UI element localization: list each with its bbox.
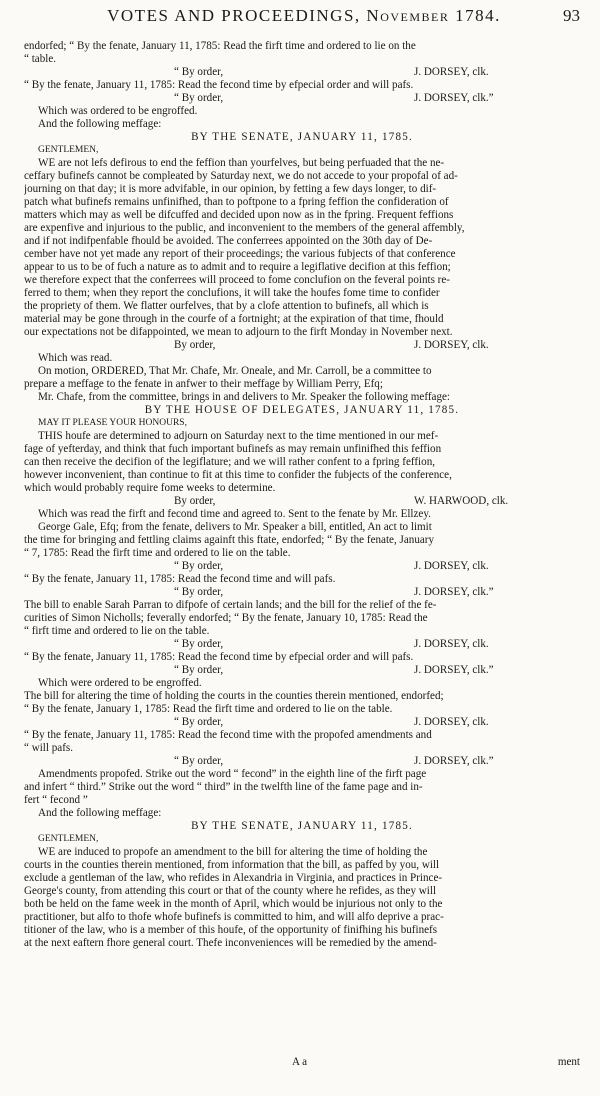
salutation: GENTLEMEN,	[38, 834, 99, 844]
text-line: the time for bringing and fettling claims againft this ftate, endorfed; “ By the fenate, January	[24, 534, 435, 546]
catchword: ment	[557, 1056, 580, 1068]
by-order-text: “ By order,	[174, 586, 224, 598]
text-line: patch what bufinefs remains unfinifhed, than to poftpone to a fpring feffion the confideration of	[24, 196, 449, 208]
signature-line	[24, 716, 580, 729]
text-line: “ will pafs.	[24, 742, 73, 754]
text-line: can then receive the decifion of the legiflature; and we will rather confent to a fpring feffion,	[24, 456, 436, 468]
paragraph-line: Mr. Chafe, from the committee, brings in and delivers to Mr. Speaker the following meffage:	[38, 391, 451, 403]
signature-line	[24, 92, 580, 105]
clerk-signature: J. DORSEY, clk.”	[414, 586, 494, 598]
text-line: courts in the counties therein mentioned, from information that the bill, as paffed by you, will	[24, 859, 440, 871]
clerk-signature: J. DORSEY, clk.”	[414, 664, 494, 676]
clerk-signature: J. DORSEY, clk.”	[414, 92, 494, 104]
text-line: fage of yefterday, and think that fuch important bufinefs as may remain unfinifhed this feffion	[24, 443, 442, 455]
salutation: MAY IT PLEASE YOUR HONOURS,	[38, 418, 187, 428]
clerk-signature: J. DORSEY, clk.	[414, 339, 489, 351]
text-line: The bill for altering the time of holding the courts in the counties therein mentioned, endorfed;	[24, 690, 444, 702]
message-heading: BY THE SENATE, JANUARY 11, 1785.	[191, 131, 413, 143]
signature-line	[24, 339, 580, 352]
text-line: exclude a gentleman of the law, who refides in Alexandria in Virginia, and practices in Prince-	[24, 872, 443, 884]
paragraph-line: And the following meffage:	[38, 118, 162, 130]
by-order-text: “ By order,	[174, 66, 224, 78]
paragraph-line: WE are induced to propofe an amendment to the bill for altering the time of holding the	[38, 846, 428, 858]
by-order-text: “ By order,	[174, 664, 224, 676]
clerk-signature: J. DORSEY, clk.	[414, 66, 489, 78]
text-line: “ firft time and ordered to lie on the table.	[24, 625, 210, 637]
text-line: matters which may as well be difcuffed and decided upon now as in the fpring. Frequent feffions	[24, 209, 454, 221]
text-line: “ 7, 1785: Read the firft time and ordered to lie on the table.	[24, 547, 291, 559]
text-line: and if not indifpenfable fhould be avoided. The conferrees appointed on the 30th day of De-	[24, 235, 433, 247]
text-line: titioner of the law, who is a member of this houfe, of the opportunity of finifhing his bufinefs	[24, 924, 438, 936]
text-line: “ table.	[24, 53, 57, 65]
running-title: VOTES AND PROCEEDINGS, November 1784.	[107, 6, 501, 25]
text-line: practitioner, but alfo to thofe whofe bufinefs is committed to him, and will alfo deprive a prac-	[24, 911, 444, 923]
message-heading: BY THE SENATE, JANUARY 11, 1785.	[191, 820, 413, 832]
by-order-text: By order,	[174, 495, 216, 507]
text-line: material may be gone through in the courfe of a fortnight; at the expiration of that time, fhould	[24, 313, 444, 325]
text-line: and infert “ third.” Strike out the word “ third” in the twelfth line of the fame page and in-	[24, 781, 423, 793]
paragraph-line: THIS houfe are determined to adjourn on Saturday next to the time mentioned in our mef-	[38, 430, 439, 442]
page-number: 93	[563, 6, 580, 25]
by-order-text: “ By order,	[174, 716, 224, 728]
text-line: “ By the fenate, January 1, 1785: Read the firft time and ordered to lie on the table.	[24, 703, 393, 715]
text-line: which would probably require fome weeks to determine.	[24, 482, 276, 494]
clerk-signature: J. DORSEY, clk.”	[414, 755, 494, 767]
clerk-signature: W. HARWOOD, clk.	[414, 495, 509, 507]
clerk-signature: J. DORSEY, clk.	[414, 638, 489, 650]
clerk-signature: J. DORSEY, clk.	[414, 716, 489, 728]
text-line: are expenfive and injurious to the public, and inconvenient to the members of the general affembly,	[24, 222, 465, 234]
text-line: The bill to enable Sarah Parran to difpofe of certain lands; and the bill for the relief of the fe-	[24, 599, 437, 611]
text-line: appear to us to be of fuch a nature as to admit and to require a legiflative decifion at this feffion;	[24, 261, 451, 273]
text-line: curities of Simon Nicholls; feverally endorfed; “ By the fenate, January 10, 1785: Read the	[24, 612, 428, 624]
text-line: “ By the fenate, January 11, 1785: Read the fecond time by efpecial order and will pafs.	[24, 79, 414, 91]
paragraph-line: On motion, ORDERED, That Mr. Chafe, Mr. Oneale, and Mr. Carroll, be a committee to	[38, 365, 432, 377]
by-order-text: “ By order,	[174, 638, 224, 650]
signature-mark: A a	[292, 1056, 308, 1068]
paragraph-line: WE are not lefs defirous to end the feffion than yourfelves, but being perfuaded that the ne-	[38, 157, 445, 169]
text-line: journing on that day; it is more advifable, in our opinion, by fetting a few days longer, to dif-	[24, 183, 437, 195]
text-line: both be held on the fame week in the month of April, which would be injurious not only to the	[24, 898, 443, 910]
text-line: the propriety of them. We flatter ourfelves, that by a clofe attention to bufinefs, all which is	[24, 300, 429, 312]
text-line: our expectations not be difappointed, we mean to adjourn to the firft Monday in November next.	[24, 326, 453, 338]
text-line: ceffary bufinefs cannot be compleated by Saturday next, we do not accede to your propofal of ad-	[24, 170, 458, 182]
text-line: however inconvenient, than continue to fit at this time to confider the fubjects of the conference,	[24, 469, 452, 481]
text-line: George's county, from attending this court or that of the county where he refides, as they will	[24, 885, 437, 897]
by-order-text: “ By order,	[174, 560, 224, 572]
paragraph-line: Which was ordered to be engroffed.	[38, 105, 198, 117]
paragraph-line: And the following meffage:	[38, 807, 162, 819]
by-order-text: By order,	[174, 339, 216, 351]
text-line: endorfed; “ By the fenate, January 11, 1785: Read the firft time and ordered to lie on the	[24, 40, 416, 52]
signature-line	[24, 664, 580, 677]
clerk-signature: J. DORSEY, clk.	[414, 560, 489, 572]
text-line: “ By the fenate, January 11, 1785: Read the fecond time with the propofed amendments and	[24, 729, 432, 741]
by-order-text: “ By order,	[174, 755, 224, 767]
text-line: ferred to them; when they report the conclufions, it will take the houfes fome time to confider	[24, 287, 440, 299]
by-order-text: “ By order,	[174, 92, 224, 104]
paragraph-line: Which was read the firft and fecond time and agreed to. Sent to the fenate by Mr. Ellzey.	[38, 508, 431, 520]
text-line: “ By the fenate, January 11, 1785: Read the fecond time and will pafs.	[24, 573, 336, 585]
text-line: “ By the fenate, January 11, 1785: Read the fecond time by efpecial order and will pafs.	[24, 651, 414, 663]
paragraph-line: Amendments propofed. Strike out the word “ fecond” in the eighth line of the firft page	[38, 768, 427, 780]
document-body	[24, 40, 580, 950]
text-line: prepare a meffage to the fenate in anfwer to their meffage by William Perry, Efq;	[24, 378, 383, 390]
salutation: GENTLEMEN,	[38, 145, 99, 155]
paragraph-line: Which were ordered to be engroffed.	[38, 677, 202, 689]
signature-line	[24, 66, 580, 79]
signature-line	[24, 495, 580, 508]
message-heading: BY THE HOUSE OF DELEGATES, JANUARY 11, 1785.	[144, 404, 460, 416]
signature-line	[24, 638, 580, 651]
signature-line	[24, 560, 580, 573]
text-line: at the next eaftern fhore general court. Thefe inconveniences will be remedied by the amend-	[24, 937, 437, 949]
text-line: cember have not yet made any report of their proceedings; the various fubjects of that conference	[24, 248, 456, 260]
signature-line	[24, 755, 580, 768]
text-line: we therefore expect that the conferrees will proceed to fome conclufion on the feveral points re-	[24, 274, 450, 286]
paragraph-line: Which was read.	[38, 352, 113, 364]
page-footer	[24, 1056, 580, 1070]
text-line: fert “ fecond ”	[24, 794, 88, 806]
page-header	[28, 6, 580, 32]
paragraph-line: George Gale, Efq; from the fenate, delivers to Mr. Speaker a bill, entitled, An act to limit	[38, 521, 432, 533]
signature-line	[24, 586, 580, 599]
